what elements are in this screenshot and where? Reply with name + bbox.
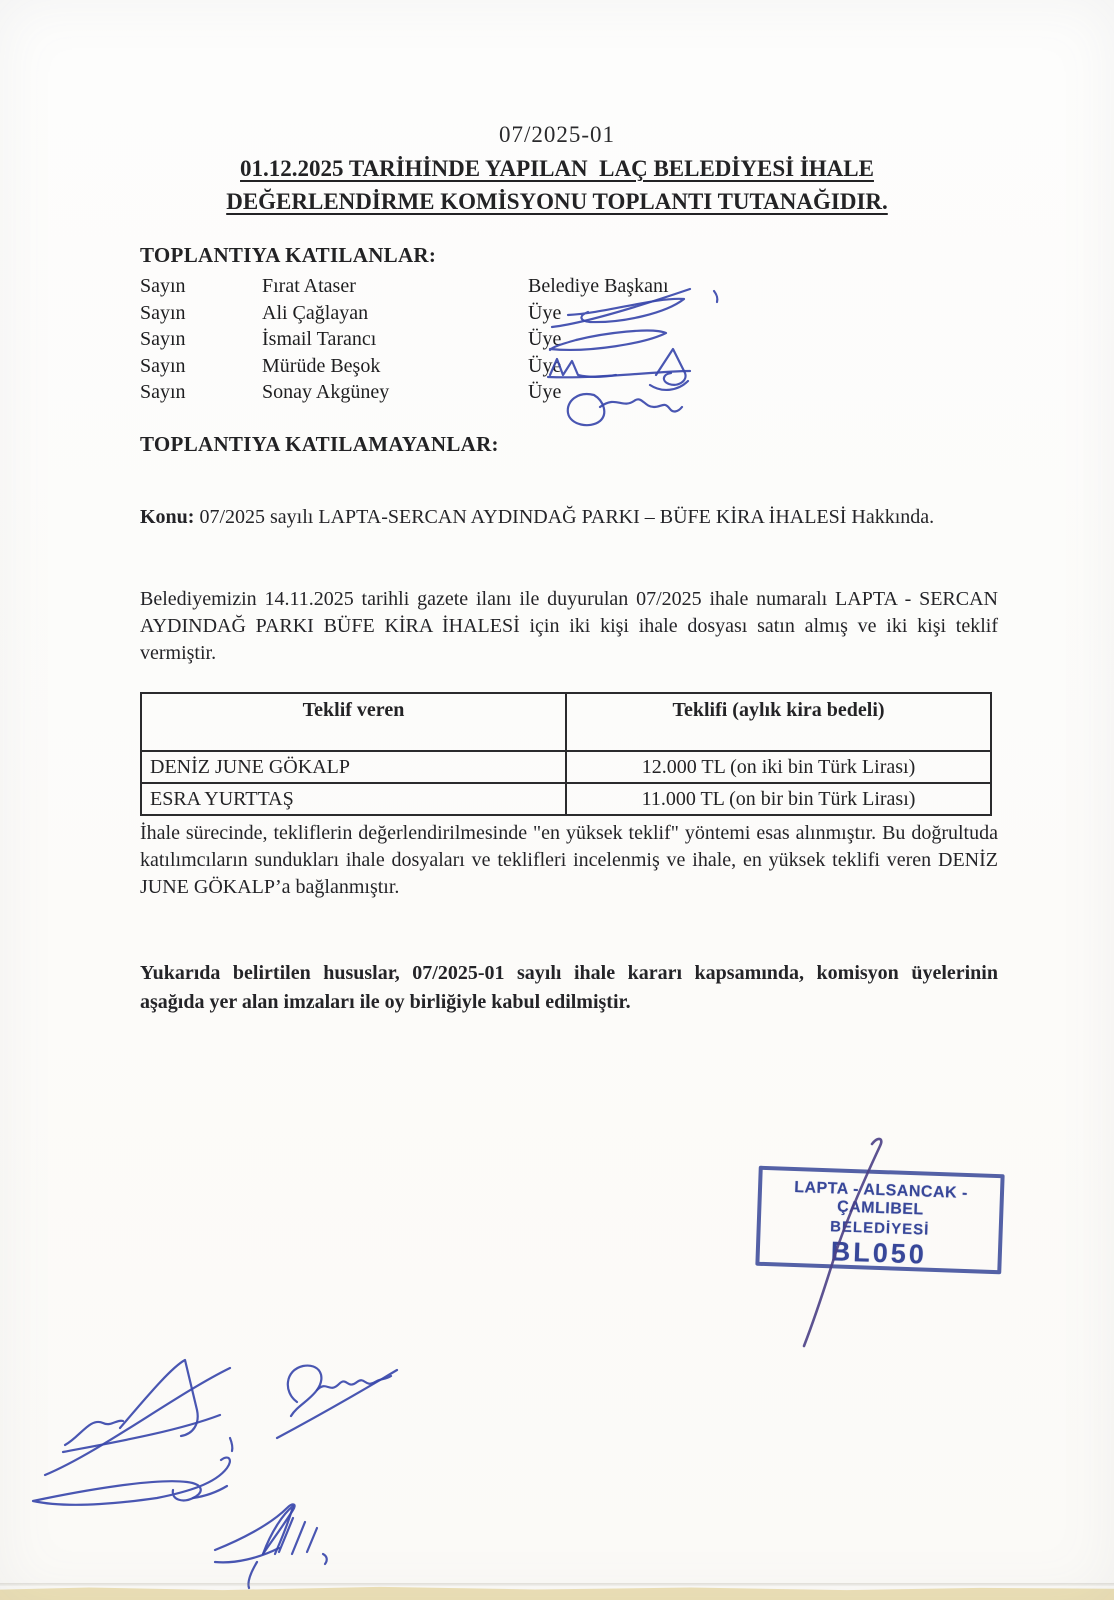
attendee-salutation: Sayın <box>140 328 186 351</box>
body-paragraph-announcement: Belediyemizin 14.11.2025 tarihli gazete ilanı ile duyurulan 07/2025 ihale numaralı LAPTA - SERCAN AYDINDAĞ PARKI BÜFE KİRA İHALESİ için iki kişi ihale dosyası satın almış ve iki kişi teklif vermiştir. <box>140 588 998 664</box>
bottom-signatures-cluster <box>25 1340 425 1592</box>
attendee-name: Ali Çağlayan <box>262 301 369 324</box>
attendee-name: İsmail Tarancı <box>262 328 377 351</box>
signature-bottom-first <box>45 1360 232 1475</box>
attendee-role: Belediye Başkanı <box>528 275 669 297</box>
attendee-salutation: Sayın <box>140 301 186 324</box>
signature-bottom-second <box>277 1366 397 1438</box>
attendee-name: Mürüde Beşok <box>262 354 381 377</box>
body-paragraph-evaluation: İhale sürecinde, tekliflerin değerlendirilmesinde "en yüksek teklif" yöntemi esas alınmıştır. Bu doğrultuda katılımcıların sundukları ihale dosyaları ve teklifleri incelenmiş ve ihale, en yüksek teklifi veren DENİZ JUNE GÖKALP’a bağlanmıştır. <box>140 822 998 898</box>
stamp-line-2: BELEDİYESİ <box>829 1218 930 1239</box>
absentees-heading: TOPLANTIYA KATILAMAYANLAR: <box>140 432 499 456</box>
signature-bottom-third <box>33 1458 230 1505</box>
pen-stroke-over-stamp <box>770 1132 905 1357</box>
attendee-role: Üye <box>528 354 562 377</box>
bid-amount-cell: 11.000 TL (on bir bin Türk Lirası) <box>566 783 991 815</box>
table-row <box>141 783 991 815</box>
bid-column-header: Teklifi (aylık kira bedeli) <box>566 693 991 751</box>
bids-table-header-row <box>141 693 991 751</box>
table-row <box>141 751 991 783</box>
attendee-role: Üye <box>528 328 562 351</box>
signature-bottom-fourth <box>215 1504 327 1588</box>
document-number: 07/2025-01 <box>498 122 616 147</box>
attendee-role: Üye <box>528 381 562 404</box>
signature-ali-caglayan <box>552 289 717 327</box>
decision-paragraph: Yukarıda belirtilen hususlar, 07/2025-01 sayılı ihale kararı kapsamında, komisyon üyelerinin aşağıda yer alan imzaları ile oy birliğiyle kabul edilmiştir. <box>140 962 998 1013</box>
bidder-name-cell: DENİZ JUNE GÖKALP <box>141 751 566 783</box>
subject-text: 07/2025 sayılı LAPTA-SERCAN AYDINDAĞ PARKI – BÜFE KİRA İHALESİ Hakkında. <box>194 506 935 528</box>
attendee-salutation: Sayın <box>140 381 186 404</box>
bidder-name-cell: ESRA YURTTAŞ <box>141 783 566 815</box>
attendees-heading: TOPLANTIYA KATILANLAR: <box>140 243 437 267</box>
bidder-column-header: Teklif veren <box>141 693 566 751</box>
attendee-salutation: Sayın <box>140 275 186 297</box>
paper-bottom-shadow <box>0 1583 1114 1586</box>
attendee-name: Sonay Akgüney <box>262 381 390 404</box>
title-line-2: DEĞERLENDİRME KOMİSYONU TOPLANTI TUTANAĞIDIR. <box>226 189 888 214</box>
attendee-name: Fırat Ataser <box>262 275 356 297</box>
member-signatures-cluster <box>538 283 733 435</box>
signature-sonay-akguney <box>568 394 682 425</box>
stamp-line-1: LAPTA - ALSANCAK - ÇAMLIBEL <box>793 1178 969 1219</box>
stamp-line-3: BL050 <box>830 1236 928 1270</box>
attendee-salutation: Sayın <box>140 354 186 377</box>
subject-paragraph <box>140 504 998 531</box>
signature-murude-besok <box>548 349 690 390</box>
bid-amount-cell: 12.000 TL (on iki bin Türk Lirası) <box>566 751 991 783</box>
title-line-1: 01.12.2025 TARİHİNDE YAPILAN LAÇ BELEDİYESİ İHALE <box>240 156 874 181</box>
bids-table <box>140 692 992 816</box>
attendee-role: Üye <box>528 301 562 324</box>
document-title <box>0 152 1114 218</box>
signature-ismail-taranci <box>550 331 666 350</box>
subject-label: Konu: <box>140 506 195 528</box>
